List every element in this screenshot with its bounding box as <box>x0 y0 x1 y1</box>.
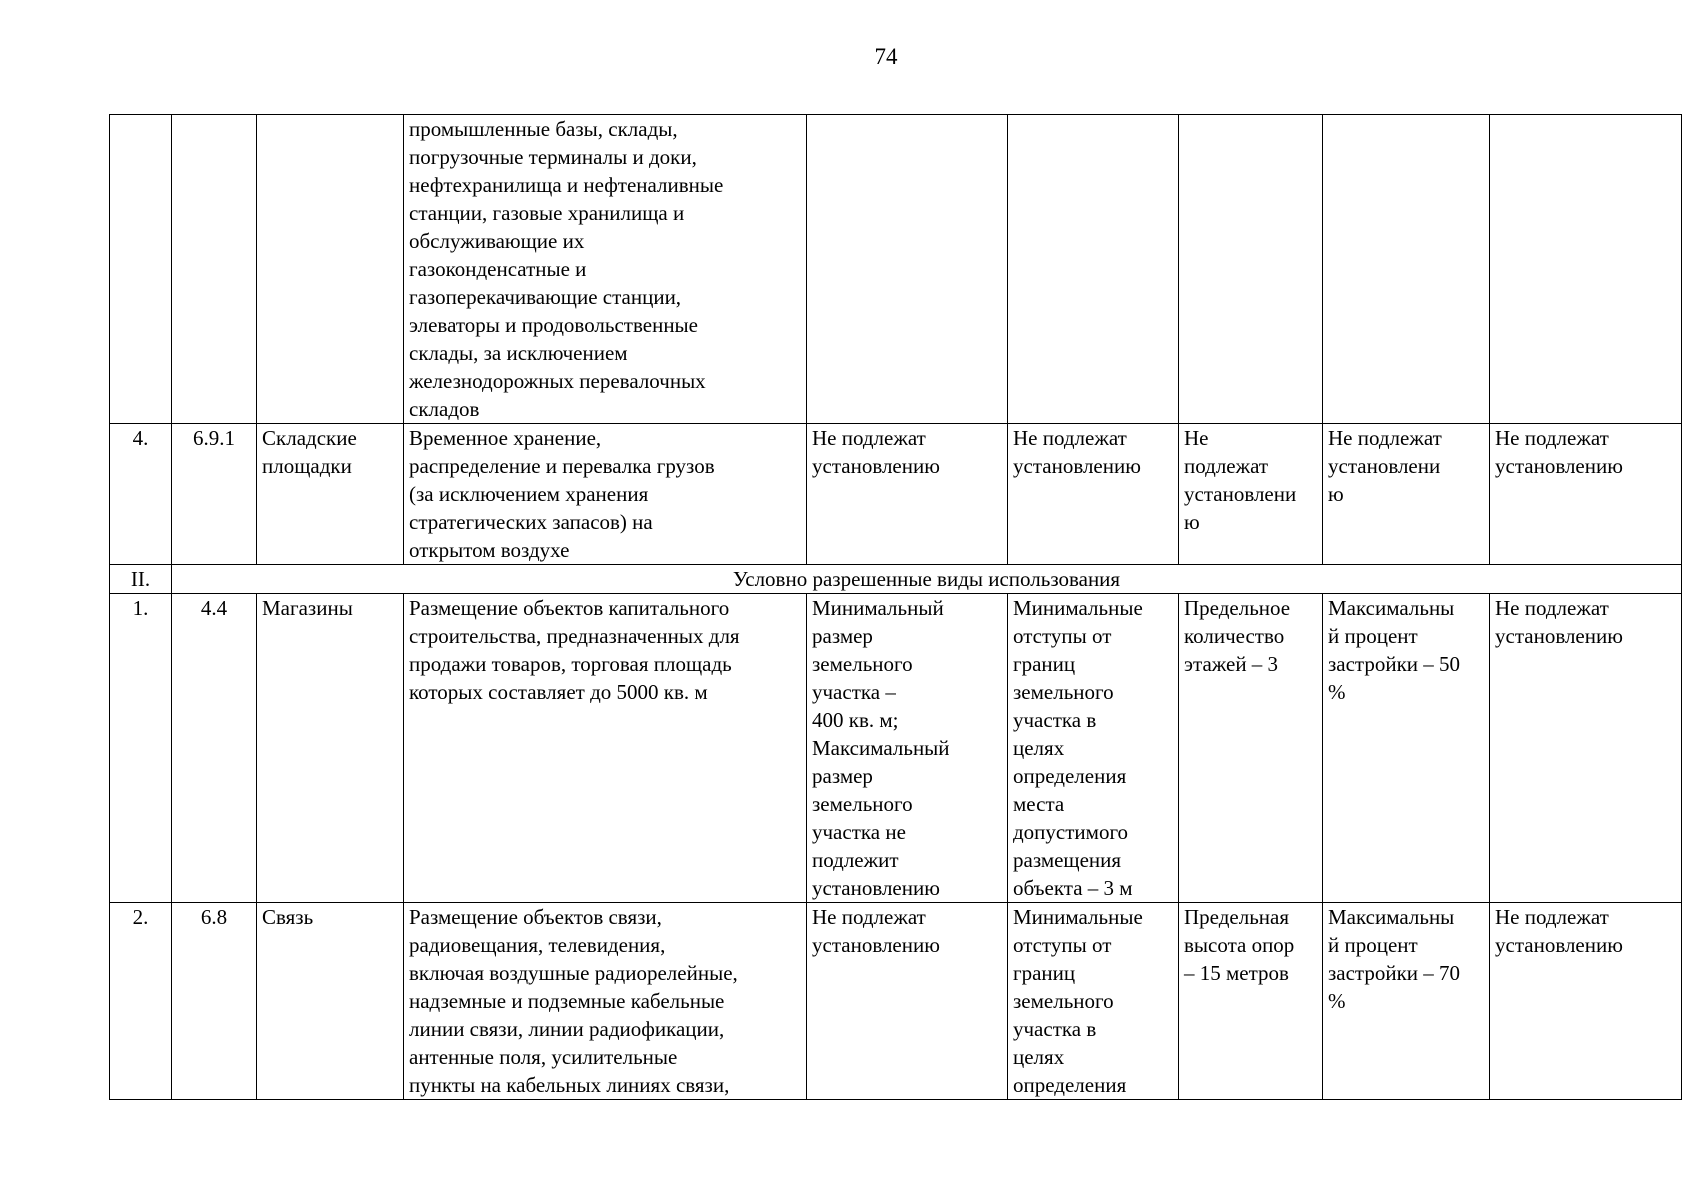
cell-line: стратегических запасов) на <box>409 510 653 534</box>
cell-line: участка – <box>812 680 896 704</box>
cell-line: установлению <box>1013 454 1141 478</box>
row-coverage <box>1323 424 1490 565</box>
cell-line: Предельное <box>1184 596 1291 620</box>
cell-line: газоконденсатные и <box>409 257 587 281</box>
cell-line: включая воздушные радиорелейные, <box>409 961 738 985</box>
cell-line: й процент <box>1328 933 1418 957</box>
row-code: 6.9.1 <box>172 424 257 565</box>
row-plot-size <box>807 594 1008 903</box>
cell-line: надземные и подземные кабельные <box>409 989 725 1013</box>
section-title: Условно разрешенные виды использования <box>172 565 1682 594</box>
row-plot-size <box>807 424 1008 565</box>
cell-line: подлежат <box>1184 454 1269 478</box>
cell-line: допустимого <box>1013 820 1129 844</box>
cell-line: % <box>1328 989 1346 1013</box>
cell-line: размер <box>812 624 873 648</box>
cell-line: склады, за исключением <box>409 341 628 365</box>
row-plot-size <box>807 115 1008 424</box>
cell-line: целях <box>1013 736 1065 760</box>
cell-line: установлению <box>1495 624 1623 648</box>
row-height-limit <box>1179 424 1323 565</box>
row-setbacks <box>1008 903 1179 1100</box>
cell-line: отступы от <box>1013 624 1112 648</box>
cell-line: газоперекачивающие станции, <box>409 285 682 309</box>
cell-line: земельного <box>1013 680 1114 704</box>
cell-line: Не подлежат <box>1013 426 1127 450</box>
cell-line: участка в <box>1013 708 1097 732</box>
cell-line: Размещение объектов связи, <box>409 905 662 929</box>
cell-line: Складские <box>262 426 357 450</box>
cell-line: й процент <box>1328 624 1418 648</box>
cell-line: Временное хранение, <box>409 426 602 450</box>
row-name <box>257 594 404 903</box>
row-other-params <box>1490 115 1682 424</box>
cell-line: элеваторы и продовольственные <box>409 313 698 337</box>
cell-line: Минимальный <box>812 596 944 620</box>
row-coverage <box>1323 903 1490 1100</box>
section-number: II. <box>110 565 172 594</box>
cell-line: продажи товаров, торговая площадь <box>409 652 732 676</box>
row-name <box>257 903 404 1100</box>
row-number: 2. <box>110 903 172 1100</box>
table-row <box>110 594 1682 903</box>
cell-line: Не подлежат <box>1495 596 1609 620</box>
cell-line: участка не <box>812 820 906 844</box>
row-setbacks <box>1008 115 1179 424</box>
row-height-limit <box>1179 594 1323 903</box>
cell-line: границ <box>1013 961 1076 985</box>
cell-line: открытом воздухе <box>409 538 570 562</box>
cell-line: высота опор <box>1184 933 1295 957</box>
row-other-params <box>1490 594 1682 903</box>
cell-line: установлени <box>1328 454 1441 478</box>
row-description <box>404 594 807 903</box>
cell-line: станции, газовые хранилища и <box>409 201 685 225</box>
cell-line: (за исключением хранения <box>409 482 649 506</box>
row-coverage <box>1323 115 1490 424</box>
cell-line: линии связи, линии радиофикации, <box>409 1017 725 1041</box>
cell-line: земельного <box>812 652 913 676</box>
cell-line: Максимальный <box>812 736 950 760</box>
cell-line: Минимальные <box>1013 596 1143 620</box>
cell-line: Не подлежат <box>812 905 926 929</box>
cell-line: границ <box>1013 652 1076 676</box>
cell-line: Максимальны <box>1328 905 1455 929</box>
row-number: 4. <box>110 424 172 565</box>
cell-line: строительства, предназначенных для <box>409 624 740 648</box>
table-body <box>110 115 1682 1100</box>
cell-line: площадки <box>262 454 352 478</box>
cell-line: объекта – 3 м <box>1013 876 1133 900</box>
cell-line: погрузочные терминалы и доки, <box>409 145 697 169</box>
cell-line: целях <box>1013 1045 1065 1069</box>
row-setbacks <box>1008 424 1179 565</box>
cell-line: Не подлежат <box>812 426 926 450</box>
cell-line: установлению <box>812 876 940 900</box>
cell-line: складов <box>409 397 480 421</box>
row-coverage <box>1323 594 1490 903</box>
cell-line: установлению <box>812 454 940 478</box>
cell-line: Размещение объектов капитального <box>409 596 730 620</box>
cell-line: нефтехранилища и нефтеналивные <box>409 173 724 197</box>
cell-line: Максимальны <box>1328 596 1455 620</box>
row-code <box>172 115 257 424</box>
row-name <box>257 424 404 565</box>
cell-line: определения <box>1013 1073 1127 1097</box>
table-row <box>110 115 1682 424</box>
cell-line: 400 кв. м; <box>812 708 899 732</box>
row-code: 6.8 <box>172 903 257 1100</box>
section-row <box>110 565 1682 594</box>
row-code: 4.4 <box>172 594 257 903</box>
row-description <box>404 115 807 424</box>
cell-line: антенные поля, усилительные <box>409 1045 678 1069</box>
cell-line: размер <box>812 764 873 788</box>
cell-line: Магазины <box>262 596 353 620</box>
table-row <box>110 903 1682 1100</box>
row-height-limit <box>1179 115 1323 424</box>
row-number <box>110 115 172 424</box>
cell-line: Не подлежат <box>1328 426 1442 450</box>
cell-line: обслуживающие их <box>409 229 585 253</box>
cell-line: места <box>1013 792 1065 816</box>
cell-line: промышленные базы, склады, <box>409 117 678 141</box>
cell-line: определения <box>1013 764 1127 788</box>
row-number: 1. <box>110 594 172 903</box>
row-other-params <box>1490 424 1682 565</box>
cell-line: подлежит <box>812 848 899 872</box>
row-plot-size <box>807 903 1008 1100</box>
cell-line: железнодорожных перевалочных <box>409 369 706 393</box>
row-setbacks <box>1008 594 1179 903</box>
cell-line: размещения <box>1013 848 1122 872</box>
cell-line: Не <box>1184 426 1209 450</box>
cell-line: застройки – 70 <box>1328 961 1461 985</box>
cell-line: Связь <box>262 905 314 929</box>
cell-line: установлени <box>1184 482 1297 506</box>
cell-line: Минимальные <box>1013 905 1143 929</box>
cell-line: % <box>1328 680 1346 704</box>
cell-line: ю <box>1328 482 1344 506</box>
cell-line: застройки – 50 <box>1328 652 1461 676</box>
cell-line: количество <box>1184 624 1285 648</box>
cell-line: этажей – 3 <box>1184 652 1279 676</box>
cell-line: отступы от <box>1013 933 1112 957</box>
cell-line: которых составляет до 5000 кв. м <box>409 680 708 704</box>
cell-line: Не подлежат <box>1495 905 1609 929</box>
cell-line: участка в <box>1013 1017 1097 1041</box>
cell-line: – 15 метров <box>1184 961 1289 985</box>
cell-line: установлению <box>1495 933 1623 957</box>
cell-line: земельного <box>812 792 913 816</box>
cell-line: Не подлежат <box>1495 426 1609 450</box>
land-use-table <box>109 114 1682 1100</box>
page-number: 74 <box>874 44 898 69</box>
cell-line: радиовещания, телевидения, <box>409 933 666 957</box>
table-row <box>110 424 1682 565</box>
row-other-params <box>1490 903 1682 1100</box>
cell-line: Предельная <box>1184 905 1289 929</box>
cell-line: распределение и перевалка грузов <box>409 454 715 478</box>
row-description <box>404 903 807 1100</box>
cell-line: земельного <box>1013 989 1114 1013</box>
cell-line: ю <box>1184 510 1200 534</box>
cell-line: установлению <box>812 933 940 957</box>
row-description <box>404 424 807 565</box>
cell-line: установлению <box>1495 454 1623 478</box>
row-height-limit <box>1179 903 1323 1100</box>
cell-line: пункты на кабельных линиях связи, <box>409 1073 730 1097</box>
row-name <box>257 115 404 424</box>
